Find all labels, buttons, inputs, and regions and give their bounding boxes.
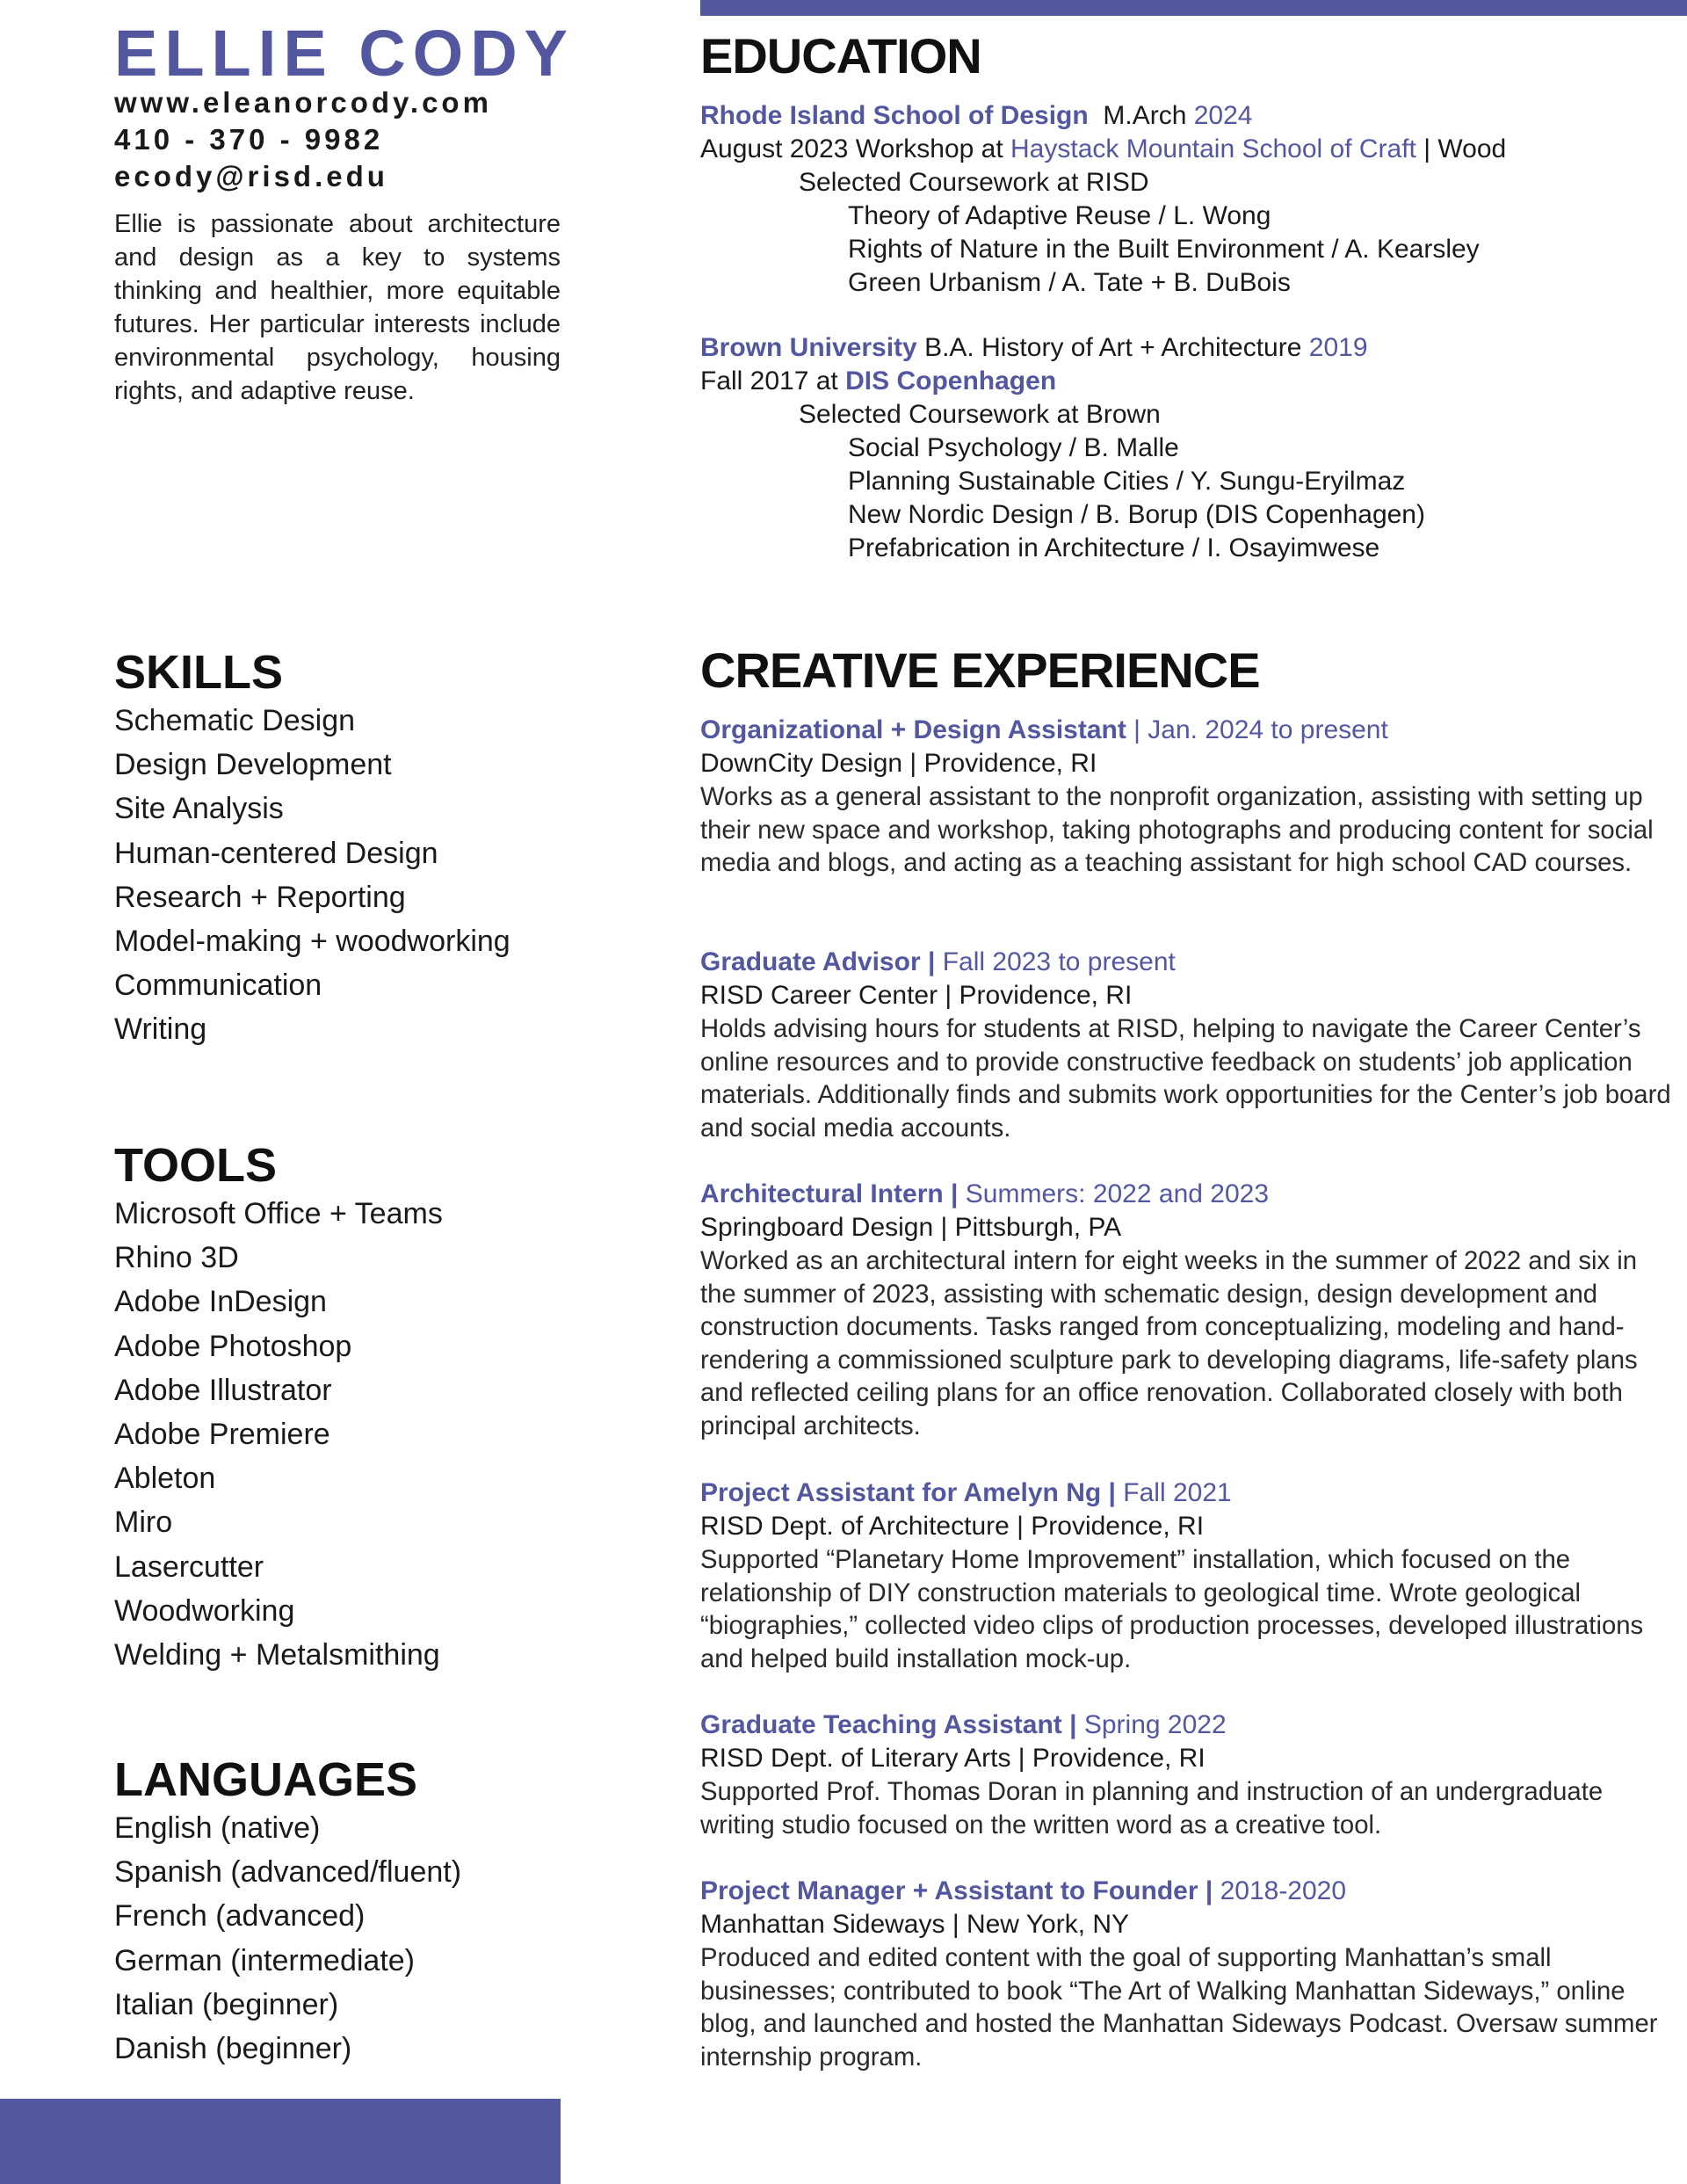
job-description: Works as a general assistant to the nonprofit organization, assisting with setting up their new space and workshop, taking photographs and producing content for social media and blogs, and acting as a teaching assistant for high school CAD courses. (700, 782, 1654, 878)
abroad-place: DIS Copenhagen (845, 366, 1057, 395)
phone-number: 410 - 370 - 9982 (114, 123, 384, 156)
experience-item (700, 714, 1676, 880)
job-organization: RISD Dept. of Architecture | Providence, RI (700, 1512, 1205, 1541)
languages-list (114, 1806, 606, 2071)
tool-item: Welding + Metalsmithing (114, 1638, 440, 1672)
degree-year: 2019 (1308, 333, 1368, 362)
job-description: Supported “Planetary Home Improvement” installation, which focused on the relationship of DIY construction materials to geological time. Wrote geological “biographies,” collected video clips of production processes, developed illustrations and helped build installation mock-up. (700, 1545, 1644, 1673)
skill-item: Schematic Design (114, 704, 356, 737)
job-organization: Manhattan Sideways | New York, NY (700, 1910, 1130, 1939)
course-item: Green Urbanism / A. Tate + B. DuBois (848, 268, 1291, 297)
job-title: Graduate Teaching Assistant | (700, 1710, 1077, 1739)
job-title: Graduate Advisor | (700, 947, 936, 976)
job-organization: RISD Career Center | Providence, RI (700, 981, 1133, 1010)
tool-item: Adobe InDesign (114, 1285, 327, 1319)
education-section (700, 30, 981, 83)
course-item: Prefabrication in Architecture / I. Osayimwese (848, 533, 1380, 562)
job-title: Project Manager + Assistant to Founder | (700, 1876, 1213, 1905)
tools-section (114, 1139, 606, 1677)
job-dates: Spring 2022 (1083, 1710, 1227, 1739)
job-organization: RISD Dept. of Literary Arts | Providence, RI (700, 1744, 1206, 1773)
tool-item: Woodworking (114, 1593, 295, 1628)
tool-item: Lasercutter (114, 1549, 264, 1584)
job-organization: Springboard Design | Pittsburgh, PA (700, 1213, 1122, 1242)
bio-paragraph: Ellie is passionate about architecture and design as a key to systems thinking and healthier, more equitable futures. Her particular interests include environmental psychology, housing rights, and adaptive reuse. (114, 210, 561, 405)
workshop-place: Haystack Mountain School of Craft (1010, 134, 1416, 163)
email-link[interactable]: ecody@risd.edu (114, 160, 388, 192)
course-item: Rights of Nature in the Built Environment / A. Kearsley (848, 235, 1480, 264)
experience-section (700, 644, 1260, 697)
skill-item: Site Analysis (114, 792, 284, 826)
course-item: Planning Sustainable Cities / Y. Sungu-Eryilmaz (848, 467, 1406, 496)
education-brown (700, 331, 1676, 565)
experience-item (700, 1178, 1676, 1443)
education-risd (700, 99, 1676, 300)
tools-list (114, 1192, 606, 1677)
experience-item (700, 1477, 1676, 1675)
skill-item: Design Development (114, 748, 392, 782)
job-dates: 2018-2020 (1220, 1876, 1347, 1905)
tool-item: Adobe Premiere (114, 1418, 330, 1452)
job-dates: Summers: 2022 and 2023 (965, 1179, 1270, 1208)
job-title: Project Assistant for Amelyn Ng | (700, 1478, 1116, 1507)
skill-item: Model-making + woodworking (114, 925, 510, 959)
tool-item: Adobe Photoshop (114, 1329, 352, 1363)
job-title: Organizational + Design Assistant (700, 715, 1134, 744)
job-title: Architectural Intern | (700, 1179, 959, 1208)
tool-item: Adobe Illustrator (114, 1373, 332, 1407)
skills-section (114, 646, 606, 1052)
course-item: Theory of Adaptive Reuse / L. Wong (848, 201, 1271, 230)
top-accent-bar (700, 0, 1687, 16)
language-item: English (native) (114, 1811, 321, 1845)
degree: B.A. History of Art + Architecture (924, 333, 1302, 362)
skills-heading: SKILLS (114, 646, 284, 699)
tool-item: Miro (114, 1506, 173, 1540)
tools-heading: TOOLS (114, 1139, 278, 1192)
tool-item: Microsoft Office + Teams (114, 1197, 443, 1230)
website-link[interactable]: www.eleanorcody.com (114, 86, 492, 119)
course-item: Social Psychology / B. Malle (848, 433, 1179, 462)
job-description: Holds advising hours for students at RISD, helping to navigate the Career Center’s online resources and to provide constructive feedback on students’ job application materials. Additionally finds and submits work opportunities for the Center’s job board and social media accounts. (700, 1014, 1671, 1143)
skill-item: Research + Reporting (114, 880, 406, 914)
experience-item (700, 1875, 1676, 2073)
skills-list (114, 699, 606, 1052)
degree: M.Arch (1103, 101, 1187, 130)
tool-item: Ableton (114, 1462, 216, 1496)
resume-name: ELLIE CODY (114, 17, 576, 90)
degree-year: 2024 (1193, 101, 1253, 130)
coursework-label: Selected Coursework at RISD (799, 168, 1149, 197)
skill-item: Writing (114, 1012, 207, 1047)
job-dates: Fall 2021 (1123, 1478, 1232, 1507)
abroad-prefix: Fall 2017 at (700, 366, 838, 395)
job-dates: | Jan. 2024 to present (1133, 715, 1388, 744)
language-item: German (intermediate) (114, 1943, 416, 1977)
job-description: Produced and edited content with the goal of supporting Manhattan’s small businesses; contributed to book “The Art of Walking Manhattan Sideways,” online blog, and launched and hosted the Manhattan Sideways Podcast. Oversaw summer internship program. (700, 1943, 1658, 2072)
languages-section (114, 1753, 606, 2071)
language-item: Italian (beginner) (114, 1987, 339, 2021)
experience-item (700, 1709, 1676, 1841)
tool-item: Rhino 3D (114, 1241, 239, 1275)
workshop-prefix: August 2023 Workshop at (700, 134, 1003, 163)
language-item: French (advanced) (114, 1899, 366, 1934)
experience-heading: CREATIVE EXPERIENCE (700, 642, 1260, 698)
school-name: Rhode Island School of Design (700, 101, 1089, 130)
experience-item (700, 946, 1676, 1144)
job-description: Worked as an architectural intern for eight weeks in the summer of 2022 and six in the summer of 2023, assisting with schematic design, design development and construction documents. Tasks ranged from conceptualizing, modeling and hand-rendering a commissioned sculpture park to developing diagrams, life-safety plans and reflected ceiling plans for an office renovation. Collaborated closely with both principal architects. (700, 1246, 1638, 1440)
language-item: Spanish (advanced/fluent) (114, 1855, 462, 1890)
skill-item: Communication (114, 969, 322, 1003)
bottom-accent-bar (0, 2099, 561, 2184)
contact-info (114, 84, 492, 195)
coursework-label: Selected Coursework at Brown (799, 400, 1161, 429)
course-item: New Nordic Design / B. Borup (DIS Copenhagen) (848, 500, 1425, 529)
job-dates: Fall 2023 to present (942, 947, 1176, 976)
school-name: Brown University (700, 333, 917, 362)
education-heading: EDUCATION (700, 28, 981, 83)
skill-item: Human-centered Design (114, 836, 438, 870)
languages-heading: LANGUAGES (114, 1753, 418, 1806)
workshop-suffix: | Wood (1423, 134, 1507, 163)
job-organization: DownCity Design | Providence, RI (700, 749, 1097, 778)
job-description: Supported Prof. Thomas Doran in planning and instruction of an undergraduate writing studio focused on the written word as a creative tool. (700, 1777, 1604, 1839)
language-item: Danish (beginner) (114, 2032, 352, 2066)
